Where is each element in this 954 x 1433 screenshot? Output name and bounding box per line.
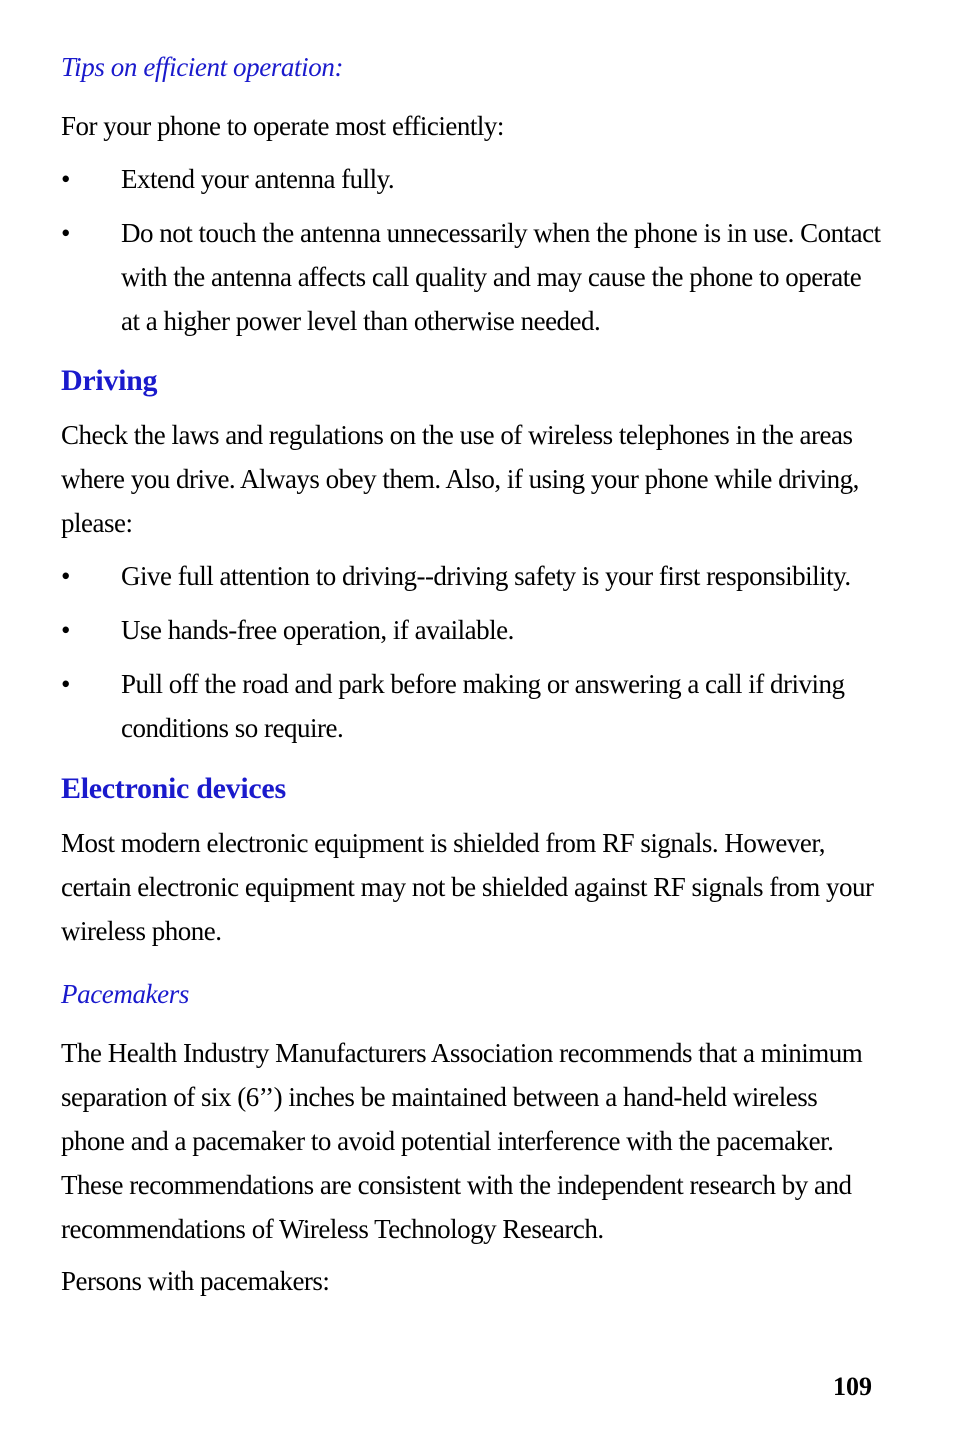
list-item-text: Extend your antenna fully. xyxy=(121,164,395,194)
driving-intro: Check the laws and regulations on the use of wireless telephones in the areas where you drive. Always obey them. Also, if using your phone while driving, please: xyxy=(61,420,859,538)
list-item xyxy=(61,608,881,652)
list-item-text: Use hands-free operation, if available. xyxy=(121,615,514,645)
pacemakers-body: The Health Industry Manufacturers Association recommends that a minimum separation of six (6’’) inches be maintained between a hand-held wireless phone and a pacemaker to avoid potential interference with the pacemaker. These recommendations are consistent with the independent research by and recommendations of Wireless Technology Research. xyxy=(61,1038,863,1244)
list-item xyxy=(61,211,881,343)
driving-heading: Driving xyxy=(61,364,158,397)
list-item xyxy=(61,157,881,201)
list-item-text: Pull off the road and park before making or answering a call if driving conditions so require. xyxy=(121,669,845,743)
list-item xyxy=(61,554,881,598)
bullet-icon: • xyxy=(61,218,70,248)
pacemakers-persons: Persons with pacemakers: xyxy=(61,1266,330,1296)
bullet-icon: • xyxy=(61,669,70,699)
electronic-devices-heading: Electronic devices xyxy=(61,772,286,805)
tips-heading: Tips on efficient operation: xyxy=(61,52,344,82)
tips-bullet-list xyxy=(61,157,881,343)
page-number: 109 xyxy=(833,1372,872,1401)
bullet-icon: • xyxy=(61,615,70,645)
list-item-text: Give full attention to driving--driving safety is your first responsibility. xyxy=(121,561,851,591)
list-item-text: Do not touch the antenna unnecessarily when the phone is in use. Contact with the antenna affects call quality and may cause the phone to operate at a higher power level than otherwise needed. xyxy=(121,218,881,336)
bullet-icon: • xyxy=(61,164,70,194)
tips-intro: For your phone to operate most efficiently: xyxy=(61,111,504,141)
bullet-icon: • xyxy=(61,561,70,591)
pacemakers-heading: Pacemakers xyxy=(61,979,189,1009)
driving-bullet-list xyxy=(61,554,881,750)
electronic-devices-intro: Most modern electronic equipment is shielded from RF signals. However, certain electronic equipment may not be shielded against RF signals from your wireless phone. xyxy=(61,828,874,946)
list-item xyxy=(61,662,881,750)
